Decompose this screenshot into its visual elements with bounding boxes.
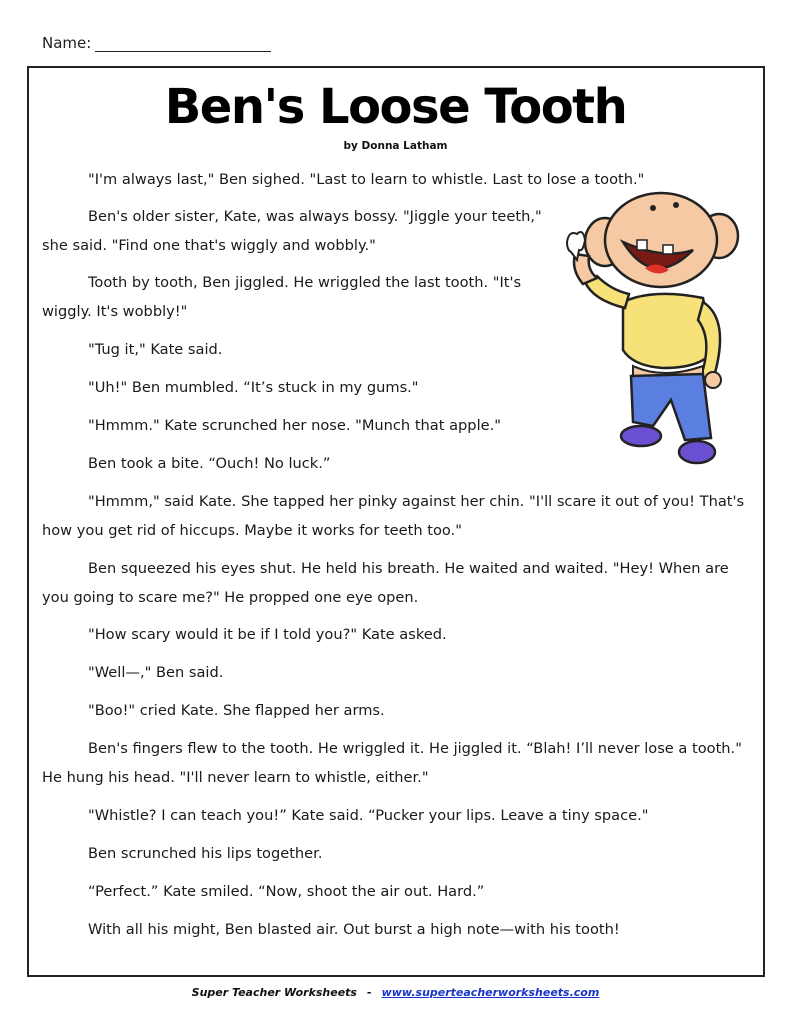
story-paragraph: [42, 658, 223, 687]
paragraph-line: He hung his head. "I'll never learn to whistle, either.": [42, 769, 429, 786]
paragraph-line: how you get rid of hiccups. Maybe it works for teeth too.": [42, 522, 462, 539]
story-paragraph: [42, 487, 744, 545]
paragraph-line: "How scary would it be if I told you?" Kate asked.: [88, 626, 447, 643]
story-paragraph: [42, 335, 222, 364]
paragraph-line: “Perfect.” Kate smiled. “Now, shoot the air out. Hard.”: [88, 883, 485, 900]
paragraph-line: Ben's fingers flew to the tooth. He wriggled it. He jiggled it. “Blah! I’ll never lose a tooth.": [88, 740, 742, 757]
page-footer: [0, 986, 791, 999]
footer-separator: -: [366, 986, 372, 999]
yellow-shirt: [623, 294, 713, 368]
story-paragraph: [42, 554, 729, 612]
paragraph-line: Ben's older sister, Kate, was always bossy. "Jiggle your teeth,": [88, 208, 542, 225]
paragraph-line: "Uh!" Ben mumbled. “It’s stuck in my gums.": [88, 379, 419, 396]
boy-with-tooth-illustration: [553, 190, 743, 475]
paragraph-line: "Boo!" cried Kate. She flapped her arms.: [88, 702, 385, 719]
story-paragraph: [42, 411, 501, 440]
paragraph-line: she said. "Find one that's wiggly and wobbly.": [42, 237, 376, 254]
paragraph-line: "I'm always last," Ben sighed. "Last to learn to whistle. Last to lose a tooth.": [88, 171, 645, 188]
paragraph-line: "Hmmm." Kate scrunched her nose. "Munch that apple.": [88, 417, 501, 434]
paragraph-line: Tooth by tooth, Ben jiggled. He wriggled the last tooth. "It's: [88, 274, 522, 291]
right-shoe: [679, 441, 715, 463]
paragraph-line: you going to scare me?" He propped one eye open.: [42, 589, 419, 606]
story-paragraph: [42, 839, 322, 868]
name-label: Name:: [42, 34, 92, 52]
story-paragraph: [42, 268, 521, 326]
paragraph-line: "Hmmm," said Kate. She tapped her pinky against her chin. "I'll scare it out of you! That's: [88, 493, 745, 510]
story-paragraph: [42, 620, 447, 649]
story-byline: by Donna Latham: [343, 140, 448, 152]
footer-website-link[interactable]: www.superteacherworksheets.com: [381, 986, 600, 999]
story-paragraph: [42, 734, 742, 792]
paragraph-line: "Well—," Ben said.: [88, 664, 224, 681]
paragraph-line: "Whistle? I can teach you!” Kate said. “Pucker your lips. Leave a tiny space.": [88, 807, 649, 824]
name-field[interactable]: [42, 34, 271, 52]
story-paragraph: [42, 202, 542, 260]
story-paragraph: [42, 801, 648, 830]
paragraph-line: Ben squeezed his eyes shut. He held his breath. He waited and waited. "Hey! When are: [88, 560, 729, 577]
footer-publisher: Super Teacher Worksheets: [191, 986, 357, 999]
story-paragraph: [42, 877, 484, 906]
paragraph-line: wiggly. It's wobbly!": [42, 303, 188, 320]
paragraph-line: With all his might, Ben blasted air. Out burst a high note—with his tooth!: [88, 921, 620, 938]
paragraph-line: "Tug it," Kate said.: [88, 341, 223, 358]
story-paragraph: [42, 449, 330, 478]
name-blank-line[interactable]: [95, 37, 271, 52]
story-paragraph: [42, 915, 620, 944]
story-paragraph: [42, 696, 385, 725]
left-shoe: [621, 426, 661, 446]
story-paragraph: [42, 373, 419, 402]
paragraph-line: Ben took a bite. “Ouch! No luck.”: [88, 455, 331, 472]
story-title: Ben's Loose Tooth: [164, 79, 627, 135]
paragraph-line: Ben scrunched his lips together.: [88, 845, 323, 862]
